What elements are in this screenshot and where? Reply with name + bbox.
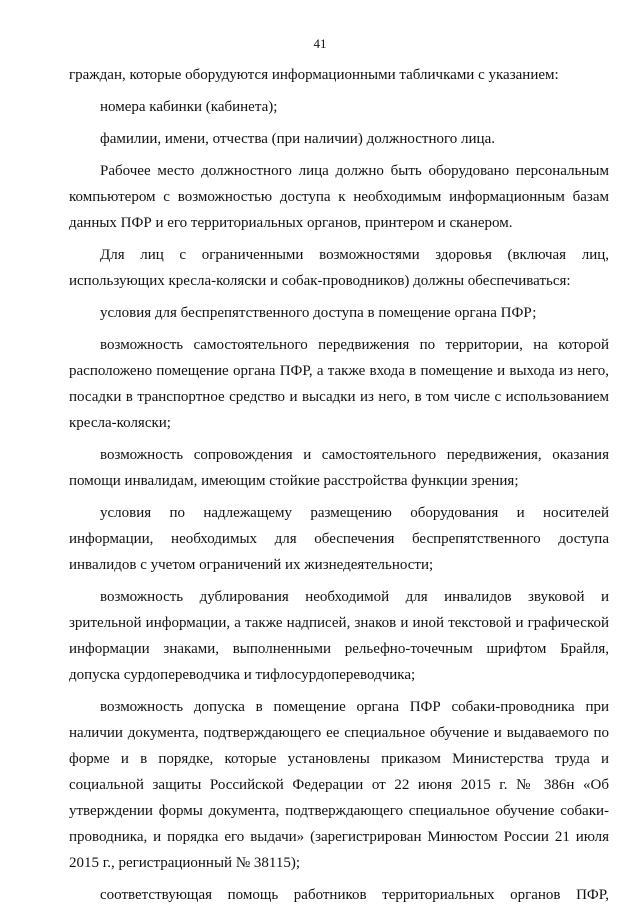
- paragraph-intro-continuation: граждан, которые оборудуются информационными табличками с указанием:: [69, 67, 559, 83]
- paragraph-equipment-placement: условия по надлежащему размещению оборудования и носителей информации, необходимых для обеспечения беспрепятственного доступа инвалидов с учетом ограничений их жизнедеятельности;: [69, 505, 609, 573]
- paragraph-disabilities-intro: Для лиц с ограниченными возможностями здоровья (включая лиц, использующих кресла-коляски и собак-проводников) должны обеспечиваться:: [69, 247, 609, 289]
- paragraph-official-name: фамилии, имени, отчества (при наличии) должностного лица.: [100, 131, 495, 147]
- paragraph-booth-number: номера кабинки (кабинета);: [100, 99, 278, 115]
- paragraph-unobstructed-access: условия для беспрепятственного доступа в помещение органа ПФР;: [100, 305, 537, 321]
- paragraph-guide-dog-admission: возможность допуска в помещение органа ПФР собаки-проводника при наличии документа, подтверждающего ее специальное обучение и выдаваемого по форме и в порядке, которые установлены приказом Министерства труда и социальной защиты Российской Федерации от 22 июня 2015 г. № 386н «Об утверждении формы документа, подтверждающего специальное обучение собаки-проводника, и порядка его выдачи» (зарегистрирован Минюстом России 21 июля 2015 г., регистрационный № 38115);: [69, 699, 609, 871]
- paragraph-information-duplication: возможность дублирования необходимой для инвалидов звуковой и зрительной информации, а также надписей, знаков и иной текстовой и графической информации знаками, выполненными рельефно-точечным шрифтом Брайля, допуска сурдопереводчика и тифлосурдопереводчика;: [69, 589, 609, 683]
- paragraph-workplace-equipment: Рабочее место должностного лица должно быть оборудовано персональным компьютером с возможностью доступа к необходимым информационным базам данных ПФР и его территориальных органов, принтером и сканером.: [69, 163, 609, 231]
- page-number: 41: [313, 36, 327, 51]
- document-body: [69, 62, 609, 905]
- paragraph-visual-impairment-assistance: возможность сопровождения и самостоятельного передвижения, оказания помощи инвалидам, имеющим стойкие расстройства функции зрения;: [69, 447, 609, 489]
- paragraph-staff-assistance: соответствующая помощь работников территориальных органов ПФР,: [100, 887, 609, 903]
- paragraph-independent-movement: возможность самостоятельного передвижения по территории, на которой расположено помещение органа ПФР, а также входа в помещение и выхода из него, посадки в транспортное средство и высадки из него, в том числе с использованием кресла-коляски;: [69, 337, 609, 431]
